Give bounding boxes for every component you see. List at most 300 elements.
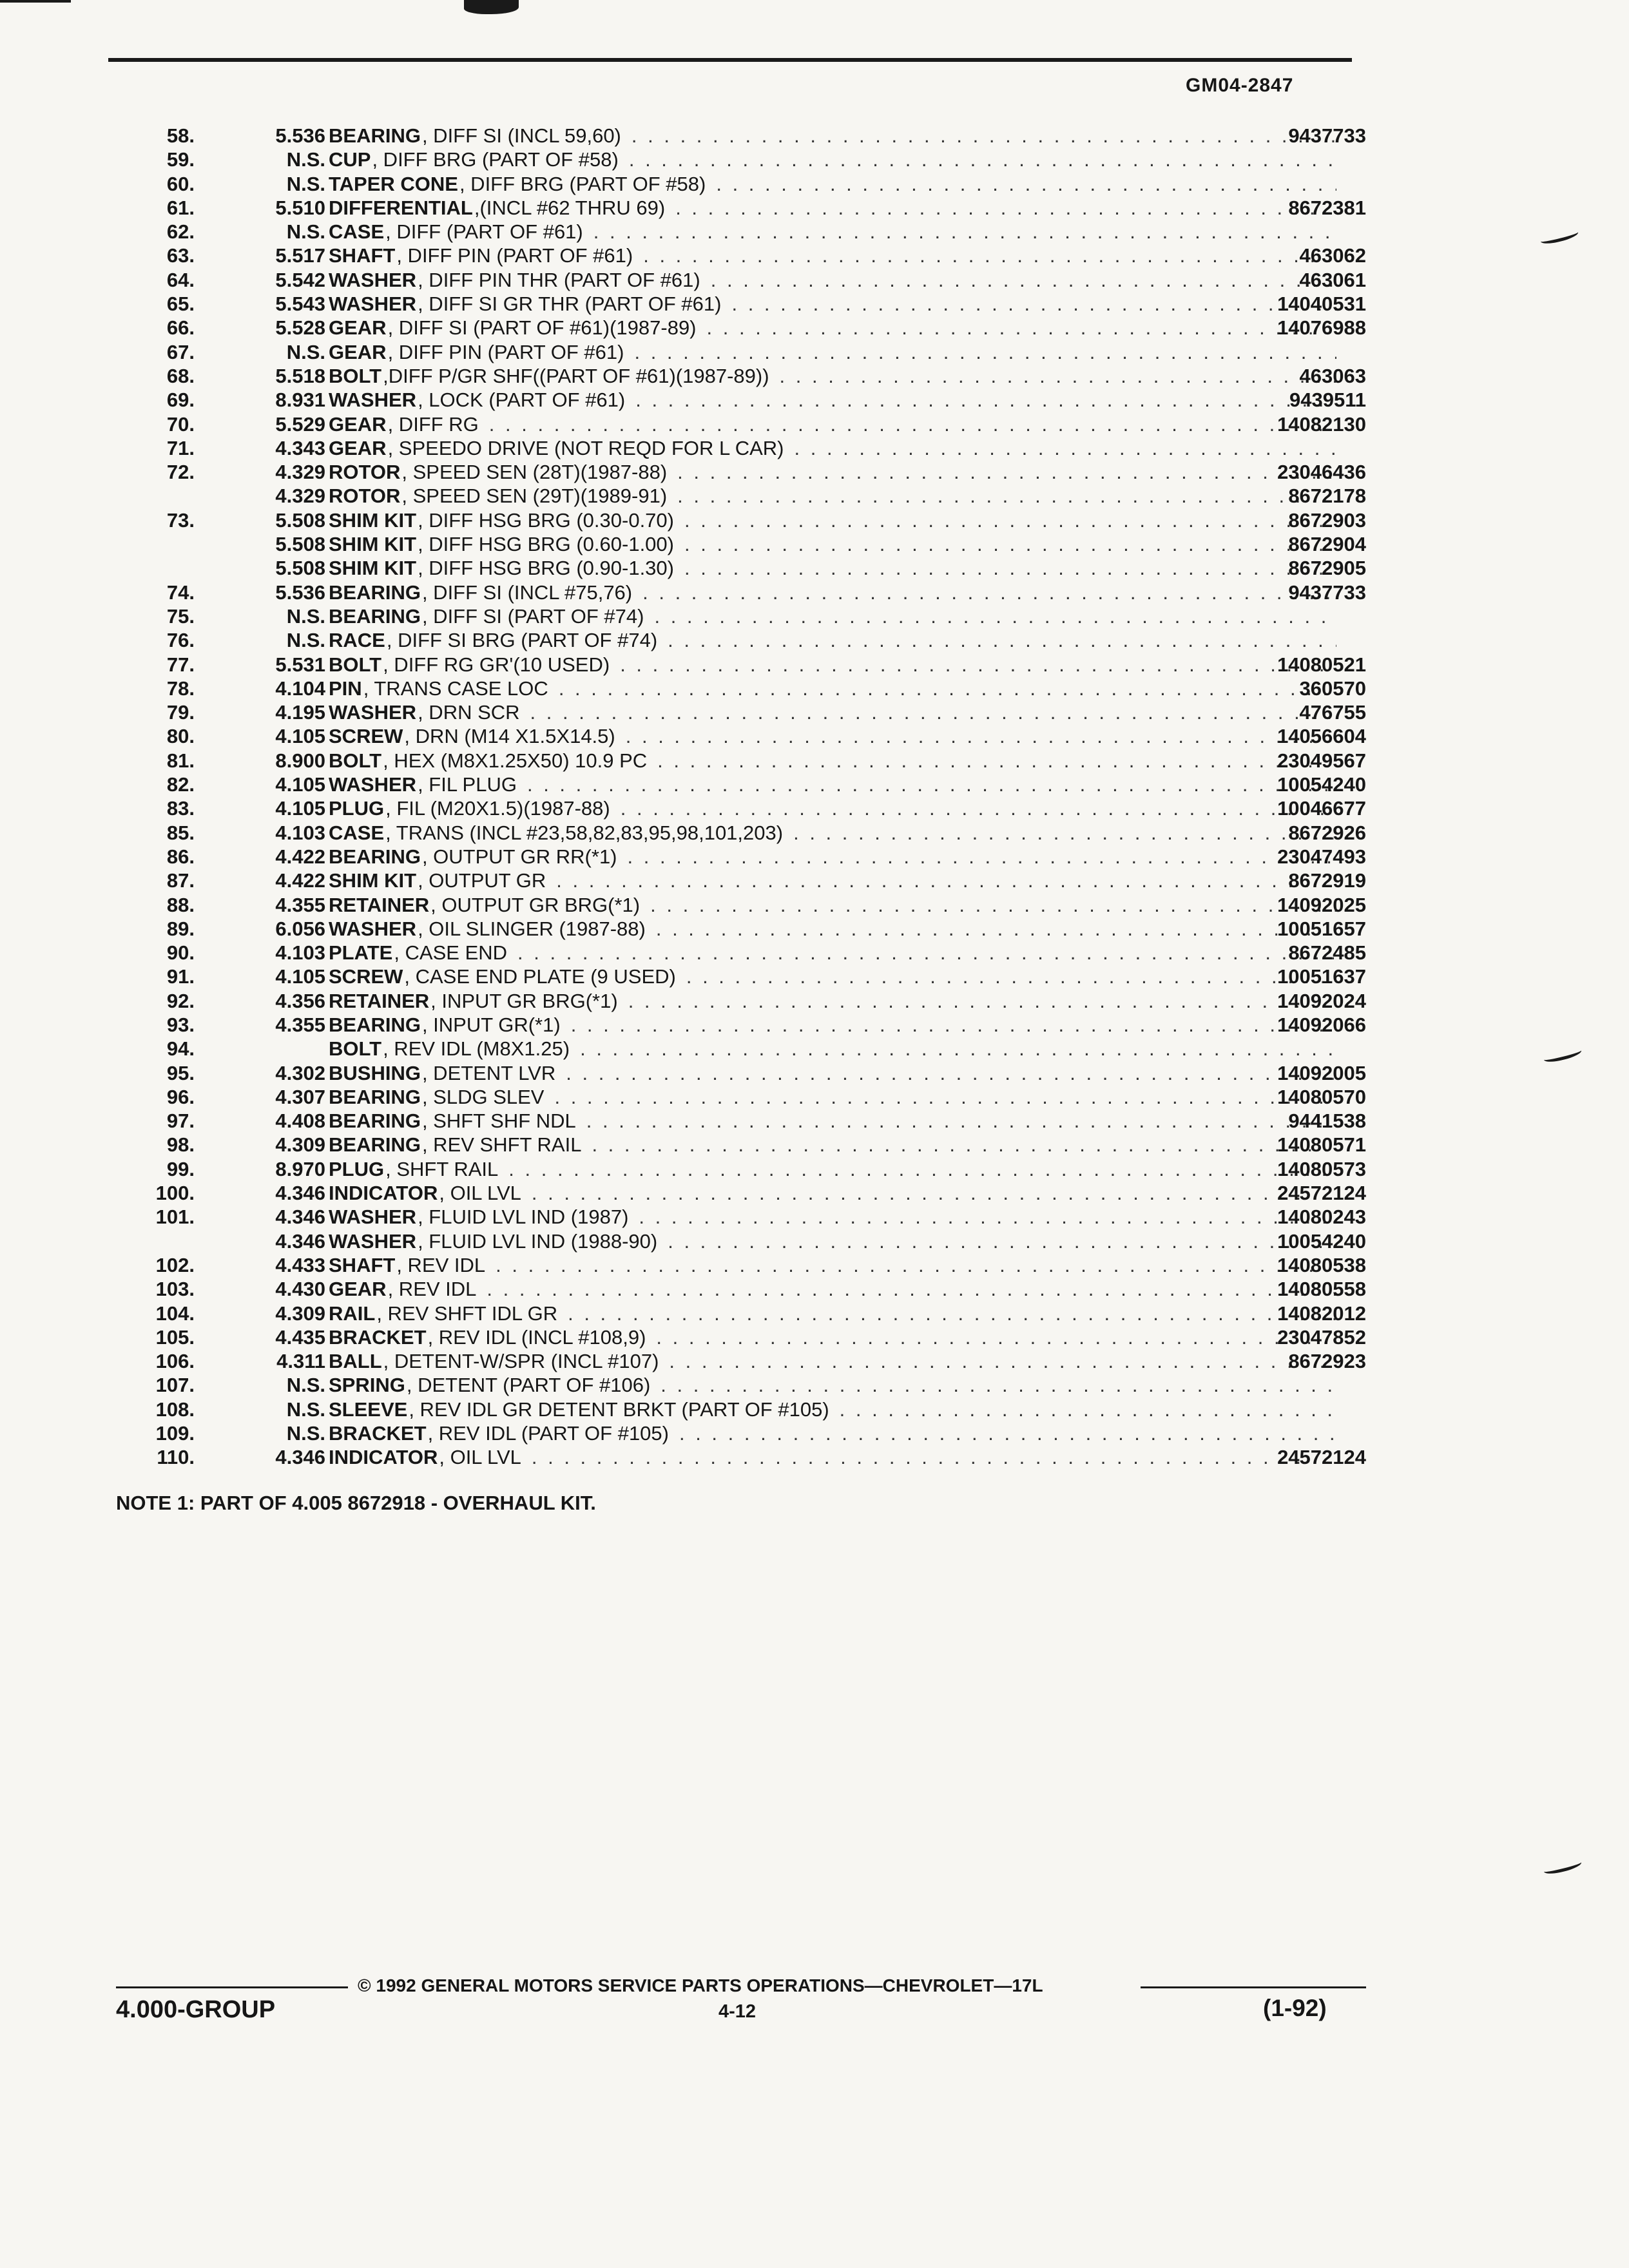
part-detail: , INPUT GR BRG(*1) [430,989,618,1012]
part-name: BEARING [329,581,421,604]
part-name: ROTOR [329,461,401,484]
part-description [329,1398,1347,1421]
part-number: 9437733 [1288,124,1366,147]
group-number: N.S. [286,148,325,171]
part-number: 14092005 [1277,1061,1366,1084]
part-name: SLEEVE [329,1398,408,1421]
group-number: N.S. [286,220,325,244]
group-number: N.S. [286,1422,325,1445]
part-description [329,845,1347,869]
group-number: 4.343 [275,436,325,459]
part-name: RACE [329,629,385,652]
page-number: 4-12 [718,2001,757,2022]
part-detail: , REV IDL [396,1253,486,1276]
group-number: 4.329 [275,485,325,508]
group-number: 4.346 [275,1446,325,1469]
part-description [329,124,1347,148]
part-name: BOLT [329,364,382,387]
part-detail: , SPEED SEN (28T)(1987-88) [401,461,668,484]
part-row [129,316,1366,340]
group-number: N.S. [286,604,325,628]
ref-number: 89. [166,917,195,940]
ref-number: 60. [166,172,195,195]
part-number: 360570 [1299,677,1366,700]
part-detail: , SLDG SLEV [421,1085,545,1108]
footer-rule-right [1141,1986,1366,1988]
part-detail: , SPEEDO DRIVE (NOT REQD FOR L CAR) [387,436,784,459]
part-number: 8672903 [1288,508,1366,532]
ref-number: 75. [166,604,195,628]
ref-number: 107. [155,1374,195,1397]
group-number: 5.528 [275,316,325,340]
part-name: WASHER [329,1229,417,1253]
group-number: 4.105 [275,773,325,796]
group-label: 4.000-GROUP [116,1996,276,2023]
part-row [129,628,1366,652]
part-number: 9437733 [1288,581,1366,604]
group-number: 8.900 [275,749,325,772]
part-detail: , DIFF RG GR'(10 USED) [383,653,610,676]
part-detail: , DIFF HSG BRG (0.90-1.30) [418,557,674,580]
part-number: 8672926 [1288,821,1366,844]
part-row [129,1421,1366,1445]
group-number: N.S. [286,172,325,195]
part-description [329,796,1347,820]
group-number: 5.536 [275,124,325,147]
ref-number: 70. [166,412,195,436]
group-number: 4.311 [276,1350,325,1373]
part-detail: , FLUID LVL IND (1988-90) [418,1229,658,1253]
part-row [129,460,1366,484]
dot-leader [629,148,1336,171]
part-number: 14092024 [1277,989,1366,1012]
footer-rule-left [116,1986,348,1988]
part-name: INDICATOR [329,1446,438,1469]
ref-number: 64. [166,268,195,291]
part-name: SHIM KIT [329,557,417,580]
part-row [129,388,1366,412]
part-detail: , DIFF (PART OF #61) [385,220,583,244]
part-description [329,700,1347,724]
part-detail: , LOCK (PART OF #61) [418,389,626,412]
part-row [129,364,1366,388]
part-name: WASHER [329,389,417,412]
part-description [329,292,1347,316]
part-number: 14080538 [1277,1253,1366,1276]
part-description [329,1157,1347,1181]
part-name: BOLT [329,653,382,676]
part-description [329,172,1347,196]
ref-number: 86. [166,845,195,868]
ref-number: 66. [166,316,195,340]
part-detail: , DIFF SI (INCL 59,60) [421,124,621,147]
group-number: 4.309 [275,1302,325,1325]
ref-number: 78. [166,677,195,700]
part-name: BEARING [329,604,421,628]
group-number: N.S. [286,1374,325,1397]
part-detail: , REV IDL [387,1278,477,1301]
part-detail: , HEX (M8X1.25X50) 10.9 PC [383,749,648,772]
scan-ink-blot [464,0,519,14]
part-number: 24572124 [1277,1182,1366,1205]
part-name: WASHER [329,917,417,940]
part-name: BRACKET [329,1325,427,1349]
part-detail: , DIFF PIN THR (PART OF #61) [418,268,700,291]
part-number: 23047852 [1277,1325,1366,1349]
part-detail: , REV SHFT IDL GR [376,1302,558,1325]
ref-number: 76. [166,629,195,652]
ref-number: 96. [166,1085,195,1108]
part-row [129,244,1366,267]
ref-number: 79. [166,701,195,724]
part-name: ROTOR [329,485,401,508]
part-row [129,941,1366,965]
part-detail: , DIFF SI BRG (PART OF #74) [386,629,658,652]
part-row [129,1205,1366,1229]
group-number: 4.309 [275,1133,325,1157]
part-number: 10046677 [1277,797,1366,820]
part-row [129,1349,1366,1373]
part-detail: , REV IDL (M8X1.25) [383,1037,570,1061]
part-detail: , OUTPUT GR BRG(*1) [430,893,641,916]
part-detail: , OIL LVL [439,1446,521,1469]
part-description [329,508,1347,532]
part-number: 14080571 [1277,1133,1366,1157]
part-detail: , DIFF HSG BRG (0.60-1.00) [418,533,674,556]
part-description [329,1085,1347,1109]
part-detail: , SHFT SHF NDL [421,1110,576,1133]
part-detail: , DIFF SI (INCL #75,76) [421,581,633,604]
group-number: 5.543 [275,293,325,316]
part-number: 14040531 [1277,293,1366,316]
part-name: TAPER CONE [329,172,458,195]
part-detail: , DIFF BRG (PART OF #58) [459,172,706,195]
ref-number: 110. [157,1446,195,1469]
part-number: 14080570 [1277,1085,1366,1108]
part-detail: , DIFF PIN (PART OF #61) [396,244,633,267]
scan-tick-mark [1539,227,1579,246]
part-description [329,749,1347,773]
part-description [329,1181,1347,1205]
group-number: 5.517 [275,244,325,267]
group-number: 8.931 [275,389,325,412]
part-row [129,1373,1366,1397]
part-number: 14076988 [1277,316,1366,340]
part-description [329,1229,1347,1253]
part-description [329,628,1347,652]
part-name: GEAR [329,436,387,459]
dot-leader [489,412,1336,436]
ref-number: 108. [155,1398,195,1421]
part-detail: , TRANS (INCL #23,58,82,83,95,98,101,203) [385,821,784,844]
group-number: 4.103 [275,941,325,965]
group-number: 4.105 [275,965,325,988]
part-number: 14082012 [1277,1302,1366,1325]
part-number: 24572124 [1277,1446,1366,1469]
part-row [129,220,1366,244]
dot-leader [679,1421,1336,1445]
part-number: 10054240 [1277,773,1366,796]
part-number: 8672178 [1288,485,1366,508]
ref-number: 93. [166,1013,195,1036]
group-number: 4.355 [275,1013,325,1036]
part-name: GEAR [329,412,387,436]
part-name: SHIM KIT [329,533,417,556]
part-description [329,653,1347,677]
part-name: PLUG [329,1157,385,1180]
dot-leader [795,436,1337,460]
part-name: GEAR [329,340,387,363]
group-number: 5.531 [275,653,325,676]
part-name: BRACKET [329,1422,427,1445]
part-row [129,965,1366,988]
part-detail: , INPUT GR(*1) [421,1013,561,1036]
dot-leader [496,1253,1336,1277]
part-description [329,460,1347,484]
part-row [129,1445,1366,1469]
part-detail: , DIFF RG [387,412,479,436]
part-row [129,1229,1366,1253]
part-description [329,869,1347,892]
part-row [129,700,1366,724]
part-row [129,508,1366,532]
part-number: 14082130 [1277,412,1366,436]
ref-number: 95. [166,1061,195,1084]
part-row [129,1277,1366,1301]
part-row [129,581,1366,604]
part-row [129,1181,1366,1205]
part-name: WASHER [329,268,417,291]
part-row [129,1013,1366,1037]
dot-leader [668,628,1336,652]
dot-leader [508,1157,1336,1181]
footnote: NOTE 1: PART OF 4.005 8672918 - OVERHAUL KIT. [116,1492,596,1514]
part-name: BEARING [329,124,421,147]
ref-number: 83. [166,797,195,820]
part-description [329,989,1347,1013]
part-row [129,172,1366,196]
part-detail: ,DIFF P/GR SHF((PART OF #61)(1987-89)) [383,364,769,387]
copyright-notice: © 1992 GENERAL MOTORS SERVICE PARTS OPERATIONS—CHEVROLET—17L [358,1975,1043,1995]
part-description [329,1445,1347,1469]
part-detail: , OUTPUT GR RR(*1) [421,845,617,868]
part-row [129,989,1366,1013]
group-number: 5.510 [275,196,325,219]
part-number: 8672485 [1288,941,1366,965]
part-row [129,724,1366,748]
ref-number: 94. [166,1037,195,1061]
group-number: 5.508 [275,508,325,532]
part-description [329,1013,1347,1037]
part-row [129,653,1366,677]
part-description [329,1061,1347,1085]
ref-number: 90. [166,941,195,965]
part-number: 23047493 [1277,845,1366,868]
group-number: 4.430 [275,1278,325,1301]
scan-tick-mark [1543,1046,1583,1064]
parts-list [129,124,1366,1470]
dot-leader [840,1398,1336,1421]
part-row [129,773,1366,796]
group-number: 5.508 [275,533,325,556]
part-description [329,340,1347,364]
part-name: BEARING [329,1110,421,1133]
part-detail: ,(INCL #62 THRU 69) [474,196,666,219]
group-number: 4.356 [275,989,325,1012]
group-number: N.S. [286,629,325,652]
part-detail: , CASE END PLATE (9 USED) [404,965,676,988]
ref-number: 67. [166,340,195,363]
part-detail: , DIFF HSG BRG (0.30-0.70) [418,508,674,532]
group-number: 4.346 [275,1206,325,1229]
part-row [129,1325,1366,1349]
part-row [129,1133,1366,1157]
part-detail: , FLUID LVL IND (1987) [418,1206,629,1229]
part-description [329,556,1347,580]
part-detail: , REV IDL (PART OF #105) [427,1422,669,1445]
ref-number: 72. [166,461,195,484]
part-description [329,917,1347,941]
part-row [129,412,1366,436]
dot-leader [654,604,1336,628]
part-description [329,244,1347,267]
part-number: 8672923 [1288,1350,1366,1373]
group-number: 5.529 [275,412,325,436]
group-number: 4.103 [275,821,325,844]
part-detail: , CASE END [394,941,508,965]
part-name: BEARING [329,1133,421,1157]
group-number: 4.346 [275,1182,325,1205]
part-description [329,941,1347,965]
part-row [129,1253,1366,1277]
part-detail: , TRANS CASE LOC [363,677,548,700]
dot-leader [517,941,1336,965]
part-detail: , DIFF SI GR THR (PART OF #61) [418,293,722,316]
ref-number: 104. [155,1302,195,1325]
group-number: 4.433 [275,1253,325,1276]
header-rule [108,58,1352,62]
part-name: WASHER [329,293,417,316]
part-detail: , DRN SCR [418,701,520,724]
part-description [329,1037,1347,1061]
part-row [129,196,1366,220]
part-name: SHAFT [329,1253,396,1276]
part-name: INDICATOR [329,1182,438,1205]
part-description [329,532,1347,556]
ref-number: 61. [166,196,195,219]
group-number: 5.518 [275,364,325,387]
part-description [329,484,1347,508]
part-number: 463061 [1299,268,1366,291]
part-row [129,1061,1366,1085]
part-row [129,604,1366,628]
part-row [129,532,1366,556]
part-description [329,148,1347,171]
revision-date: (1-92) [1263,1995,1327,2021]
part-row [129,917,1366,941]
ref-number: 82. [166,773,195,796]
ref-number: 105. [155,1325,195,1349]
part-name: BEARING [329,1013,421,1036]
ref-number: 88. [166,893,195,916]
part-name: RETAINER [329,893,430,916]
group-number: 4.355 [275,893,325,916]
part-detail: , DETENT (PART OF #106) [406,1374,651,1397]
part-description [329,581,1347,604]
dot-leader [487,1277,1336,1301]
part-row [129,869,1366,892]
part-name: SCREW [329,725,403,748]
part-detail: , DETENT LVR [421,1061,556,1084]
group-number: 4.346 [275,1229,325,1253]
part-description [329,1302,1347,1325]
part-detail: , DETENT-W/SPR (INCL #107) [383,1350,659,1373]
part-name: GEAR [329,1278,387,1301]
part-detail: , OUTPUT GR [418,869,546,892]
part-name: BEARING [329,845,421,868]
part-name: CUP [329,148,371,171]
group-number: 5.508 [275,557,325,580]
part-description [329,1109,1347,1133]
part-name: PLATE [329,941,393,965]
part-description [329,1421,1347,1445]
ref-number: 71. [166,436,195,459]
ref-number: 69. [166,389,195,412]
part-description [329,1253,1347,1277]
part-name: WASHER [329,773,417,796]
part-row [129,1398,1366,1421]
part-number: 14080243 [1277,1206,1366,1229]
part-description [329,604,1347,628]
ref-number: 99. [166,1157,195,1180]
group-number: 6.056 [275,917,325,940]
part-detail: , SPEED SEN (29T)(1989-91) [401,485,668,508]
part-name: PLUG [329,797,385,820]
group-number: 4.408 [275,1110,325,1133]
part-description [329,316,1347,340]
part-detail: , DIFF BRG (PART OF #58) [372,148,619,171]
ref-number: 74. [166,581,195,604]
ref-number: 73. [166,508,195,532]
part-description [329,1205,1347,1229]
part-description [329,1373,1347,1397]
part-detail: , REV IDL GR DETENT BRKT (PART OF #105) [409,1398,829,1421]
part-row [129,749,1366,773]
part-description [329,677,1347,700]
part-detail: , OIL LVL [439,1182,521,1205]
dot-leader [716,172,1336,196]
ref-number: 109. [155,1422,195,1445]
part-name: DIFFERENTIAL [329,196,473,219]
part-name: BOLT [329,1037,382,1061]
part-number: 463062 [1299,244,1366,267]
part-description [329,1133,1347,1157]
part-name: BEARING [329,1085,421,1108]
group-number: 5.542 [275,268,325,291]
dot-leader [580,1037,1336,1061]
part-detail: , DIFF PIN (PART OF #61) [387,340,624,363]
part-row [129,821,1366,845]
part-name: GEAR [329,316,387,340]
part-row [129,845,1366,869]
part-name: SCREW [329,965,403,988]
part-row [129,1109,1366,1133]
part-name: BUSHING [329,1061,421,1084]
part-number: 23046436 [1277,461,1366,484]
part-name: BOLT [329,749,382,772]
ref-number: 68. [166,364,195,387]
part-name: SHAFT [329,244,396,267]
